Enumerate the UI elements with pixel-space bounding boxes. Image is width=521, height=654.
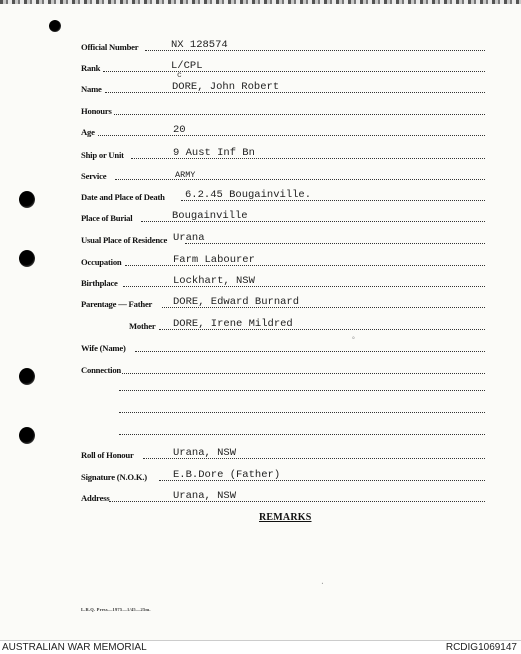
field-label: Usual Place of Residence [81,235,168,246]
field-age [81,123,485,137]
field-value: NX 128574 [171,38,228,51]
field-usual-residence [81,231,485,245]
field-birthplace [81,274,485,288]
field-service [81,167,485,181]
field-wife [81,339,485,353]
field-label: Address [81,493,110,504]
remarks-heading: REMARKS [259,512,312,523]
archive-name: AUSTRALIAN WAR MEMORIAL [2,642,147,653]
field-address [81,489,485,503]
field-place-of-burial [81,209,485,223]
field-roll-of-honour [81,446,485,460]
field-value: 6.2.45 Bougainville. [185,188,312,201]
field-value: Farm Labourer [173,253,255,266]
field-value: Bougainville [172,209,248,222]
field-official-number [81,38,485,52]
field-occupation [81,253,485,267]
field-label: Name [81,84,102,95]
field-label: Official Number [81,42,139,53]
punch-hole [19,368,35,385]
scan-edge [0,0,521,4]
field-label: Place of Burial [81,213,133,224]
field-label: Signature (N.O.K.) [81,472,147,483]
field-value: DORE, John Robert [172,80,280,93]
field-label: Ship or Unit [81,150,124,161]
scan-speck: ° [351,336,356,345]
field-value: Urana [173,231,205,244]
punch-hole [19,191,35,208]
field-value: ARMY [175,169,196,180]
field-label: Roll of Honour [81,450,134,461]
field-value: E.B.Dore (Father) [173,468,281,481]
scan-speck: . [320,578,325,587]
field-signature [81,468,485,482]
field-label: Age [81,127,95,138]
field-rank [81,59,485,73]
field-label: Occupation [81,257,122,268]
connection-line [119,412,485,413]
field-value: DORE, Edward Burnard [173,295,300,308]
field-label: Mother [129,321,156,332]
field-label: Rank [81,63,101,74]
field-honours [81,102,485,116]
field-label: Birthplace [81,278,118,289]
field-label: Parentage — Father [81,299,153,310]
field-value: 9 Aust Inf Bn [173,146,255,159]
field-date-place-death [81,188,485,202]
punch-hole [19,250,35,267]
punch-hole [49,20,61,32]
field-parentage-father [81,295,485,309]
field-value: Urana, NSW [173,489,237,502]
archive-footer [0,640,521,654]
field-value: DORE, Irene Mildred [173,317,293,330]
connection-line [119,390,485,391]
print-footnote: L.R.Q. Press—1975—1/45—25m. [81,607,151,612]
field-value: Urana, NSW [173,446,237,459]
field-label: Honours [81,106,112,117]
field-parentage-mother [129,317,485,331]
record-id: RCDIG1069147 [445,642,517,653]
punch-hole [19,427,35,444]
field-label: Date and Place of Death [81,192,165,203]
field-label: Wife (Name) [81,343,126,354]
field-connection [81,361,485,375]
field-label: Service [81,171,107,182]
field-label: Connection [81,365,122,376]
field-value: Lockhart, NSW [173,274,255,287]
field-value: 20 [173,123,186,136]
field-value: L/CPL [171,59,203,72]
connection-line [119,434,485,435]
field-name [81,80,485,94]
rank-subscript-mark: c [177,71,182,80]
field-ship-or-unit [81,146,485,160]
